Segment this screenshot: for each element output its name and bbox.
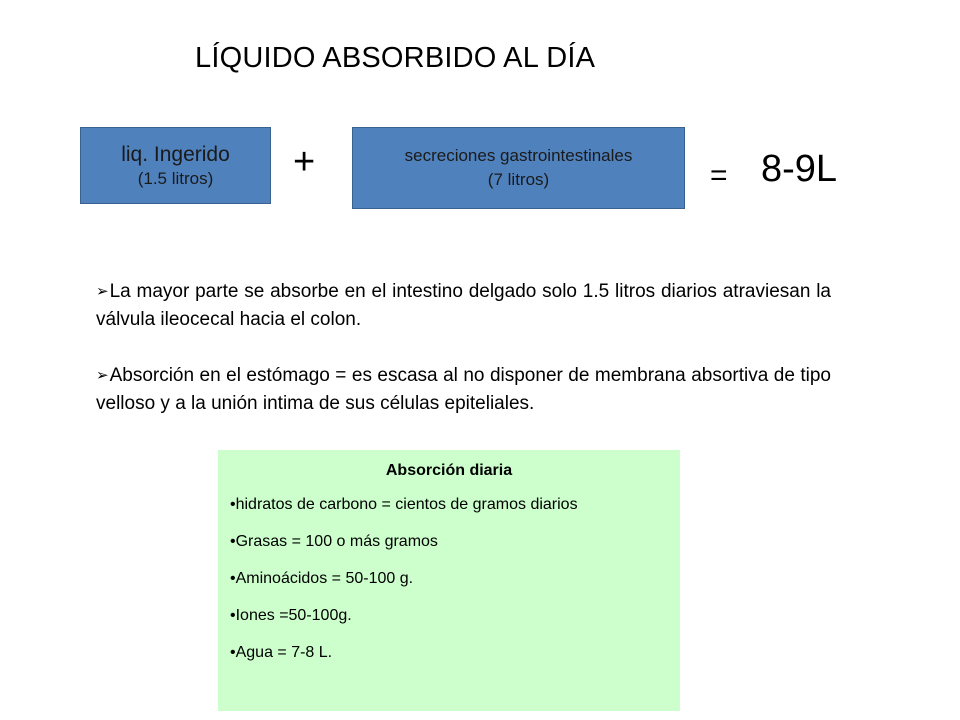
list-item: •hidratos de carbono = cientos de gramos diarios xyxy=(230,496,578,513)
list-item: •Grasas = 100 o más gramos xyxy=(230,533,438,550)
secretions-amount: (7 litros) xyxy=(487,170,550,189)
arrow-bullet-icon: ➢ xyxy=(96,367,109,384)
ingested-liquid-amount: (1.5 litros) xyxy=(137,169,214,188)
arrow-bullet-icon: ➢ xyxy=(96,283,109,300)
ingested-liquid-box xyxy=(80,127,271,204)
total-result: 8-9L xyxy=(761,148,838,190)
daily-absorption-heading: Absorción diaria xyxy=(385,462,513,479)
list-item: •Agua = 7-8 L. xyxy=(230,644,333,661)
secretions-box xyxy=(352,127,685,209)
plus-sign: + xyxy=(293,141,316,183)
page-title: LÍQUIDO ABSORBIDO AL DÍA xyxy=(195,42,596,74)
bullet-text: Absorción en el estómago = es escasa al no disponer de membrana absortiva de tipo velloso y a la unión intima de sus células epiteliales. xyxy=(96,365,831,414)
list-item: •Aminoácidos = 50-100 g. xyxy=(230,570,414,587)
daily-absorption-box xyxy=(218,450,680,711)
ingested-liquid-label: liq. Ingerido xyxy=(121,143,230,166)
bullet-item xyxy=(96,278,831,334)
equals-sign: = xyxy=(710,159,728,192)
list-item: •Iones =50-100g. xyxy=(230,607,352,624)
bullet-list xyxy=(96,278,831,418)
daily-absorption-list xyxy=(230,493,668,665)
bullet-item xyxy=(96,362,831,418)
bullet-text: La mayor parte se absorbe en el intestino delgado solo 1.5 litros diarios atraviesan la válvula ileocecal hacia el colon. xyxy=(96,281,831,330)
secretions-label: secreciones gastrointestinales xyxy=(404,146,633,165)
